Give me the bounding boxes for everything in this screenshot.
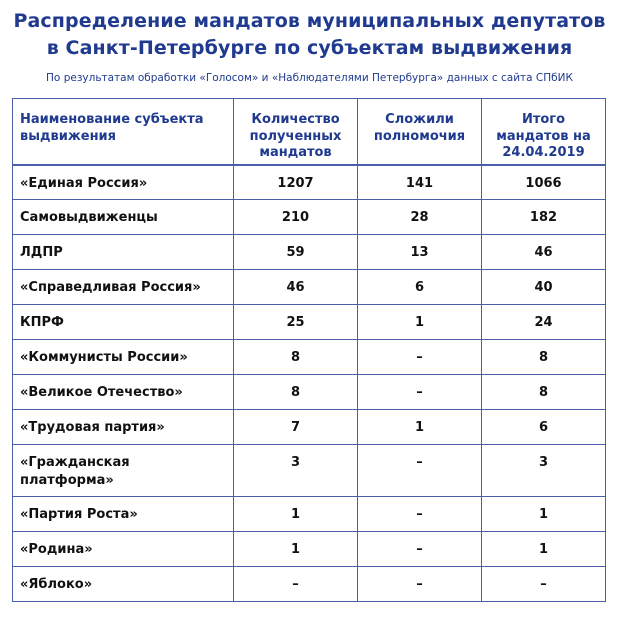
cell-total: 3 [482,445,606,497]
cell-total: 40 [482,270,606,305]
cell-received: 7 [234,410,358,445]
cell-resigned: 13 [358,235,482,270]
cell-resigned: – [358,567,482,602]
table-row [13,410,606,445]
cell-received: 1 [234,532,358,567]
cell-received: 1207 [234,165,358,200]
cell-received: 8 [234,375,358,410]
cell-total: – [482,567,606,602]
cell-name: «Гражданская платформа» [13,445,234,497]
title-line-1: Распределение мандатов муниципальных депутатов [13,10,606,32]
cell-resigned: – [358,497,482,532]
table-row [13,375,606,410]
table-row [13,165,606,200]
mandates-table [12,98,606,602]
table-row [13,235,606,270]
cell-resigned: – [358,375,482,410]
table-body [13,165,606,602]
cell-name: «Яблоко» [13,567,234,602]
table-row [13,445,606,497]
cell-name: «Великое Отечество» [13,375,234,410]
cell-received: 46 [234,270,358,305]
cell-resigned: 1 [358,410,482,445]
cell-received: 3 [234,445,358,497]
cell-received: 1 [234,497,358,532]
table-row [13,532,606,567]
cell-received: 59 [234,235,358,270]
cell-resigned: 141 [358,165,482,200]
table-row [13,305,606,340]
cell-resigned: – [358,340,482,375]
header-row [13,99,606,165]
header-name: Наименование субъекта выдвижения [13,99,234,165]
cell-total: 8 [482,340,606,375]
table-row [13,497,606,532]
cell-total: 6 [482,410,606,445]
cell-resigned: – [358,445,482,497]
cell-resigned: 28 [358,200,482,235]
cell-received: 25 [234,305,358,340]
cell-received: – [234,567,358,602]
table-row [13,567,606,602]
cell-name: «Трудовая партия» [13,410,234,445]
cell-name: «Единая Россия» [13,165,234,200]
cell-name: «Справедливая Россия» [13,270,234,305]
cell-received: 210 [234,200,358,235]
table-row [13,270,606,305]
cell-name: ЛДПР [13,235,234,270]
page-subtitle: По результатам обработки «Голосом» и «Наблюдателями Петербурга» данных с сайта СПбИК [46,72,573,84]
cell-total: 1066 [482,165,606,200]
title-line-2: в Санкт-Петербурге по субъектам выдвижения [46,37,573,59]
cell-total: 1 [482,532,606,567]
cell-name: «Коммунисты России» [13,340,234,375]
cell-total: 8 [482,375,606,410]
table-header [13,99,606,165]
cell-received: 8 [234,340,358,375]
table-row [13,340,606,375]
header-resigned: Сложили полномочия [358,99,482,165]
page-title [0,8,619,62]
cell-total: 182 [482,200,606,235]
cell-resigned: 6 [358,270,482,305]
cell-total: 46 [482,235,606,270]
table-row [13,200,606,235]
cell-name: КПРФ [13,305,234,340]
cell-name: «Родина» [13,532,234,567]
header-total: Итого мандатов на 24.04.2019 [482,99,606,165]
header-received: Количество полученных мандатов [234,99,358,165]
cell-name: «Партия Роста» [13,497,234,532]
cell-name: Самовыдвиженцы [13,200,234,235]
cell-total: 24 [482,305,606,340]
cell-total: 1 [482,497,606,532]
cell-resigned: – [358,532,482,567]
cell-resigned: 1 [358,305,482,340]
